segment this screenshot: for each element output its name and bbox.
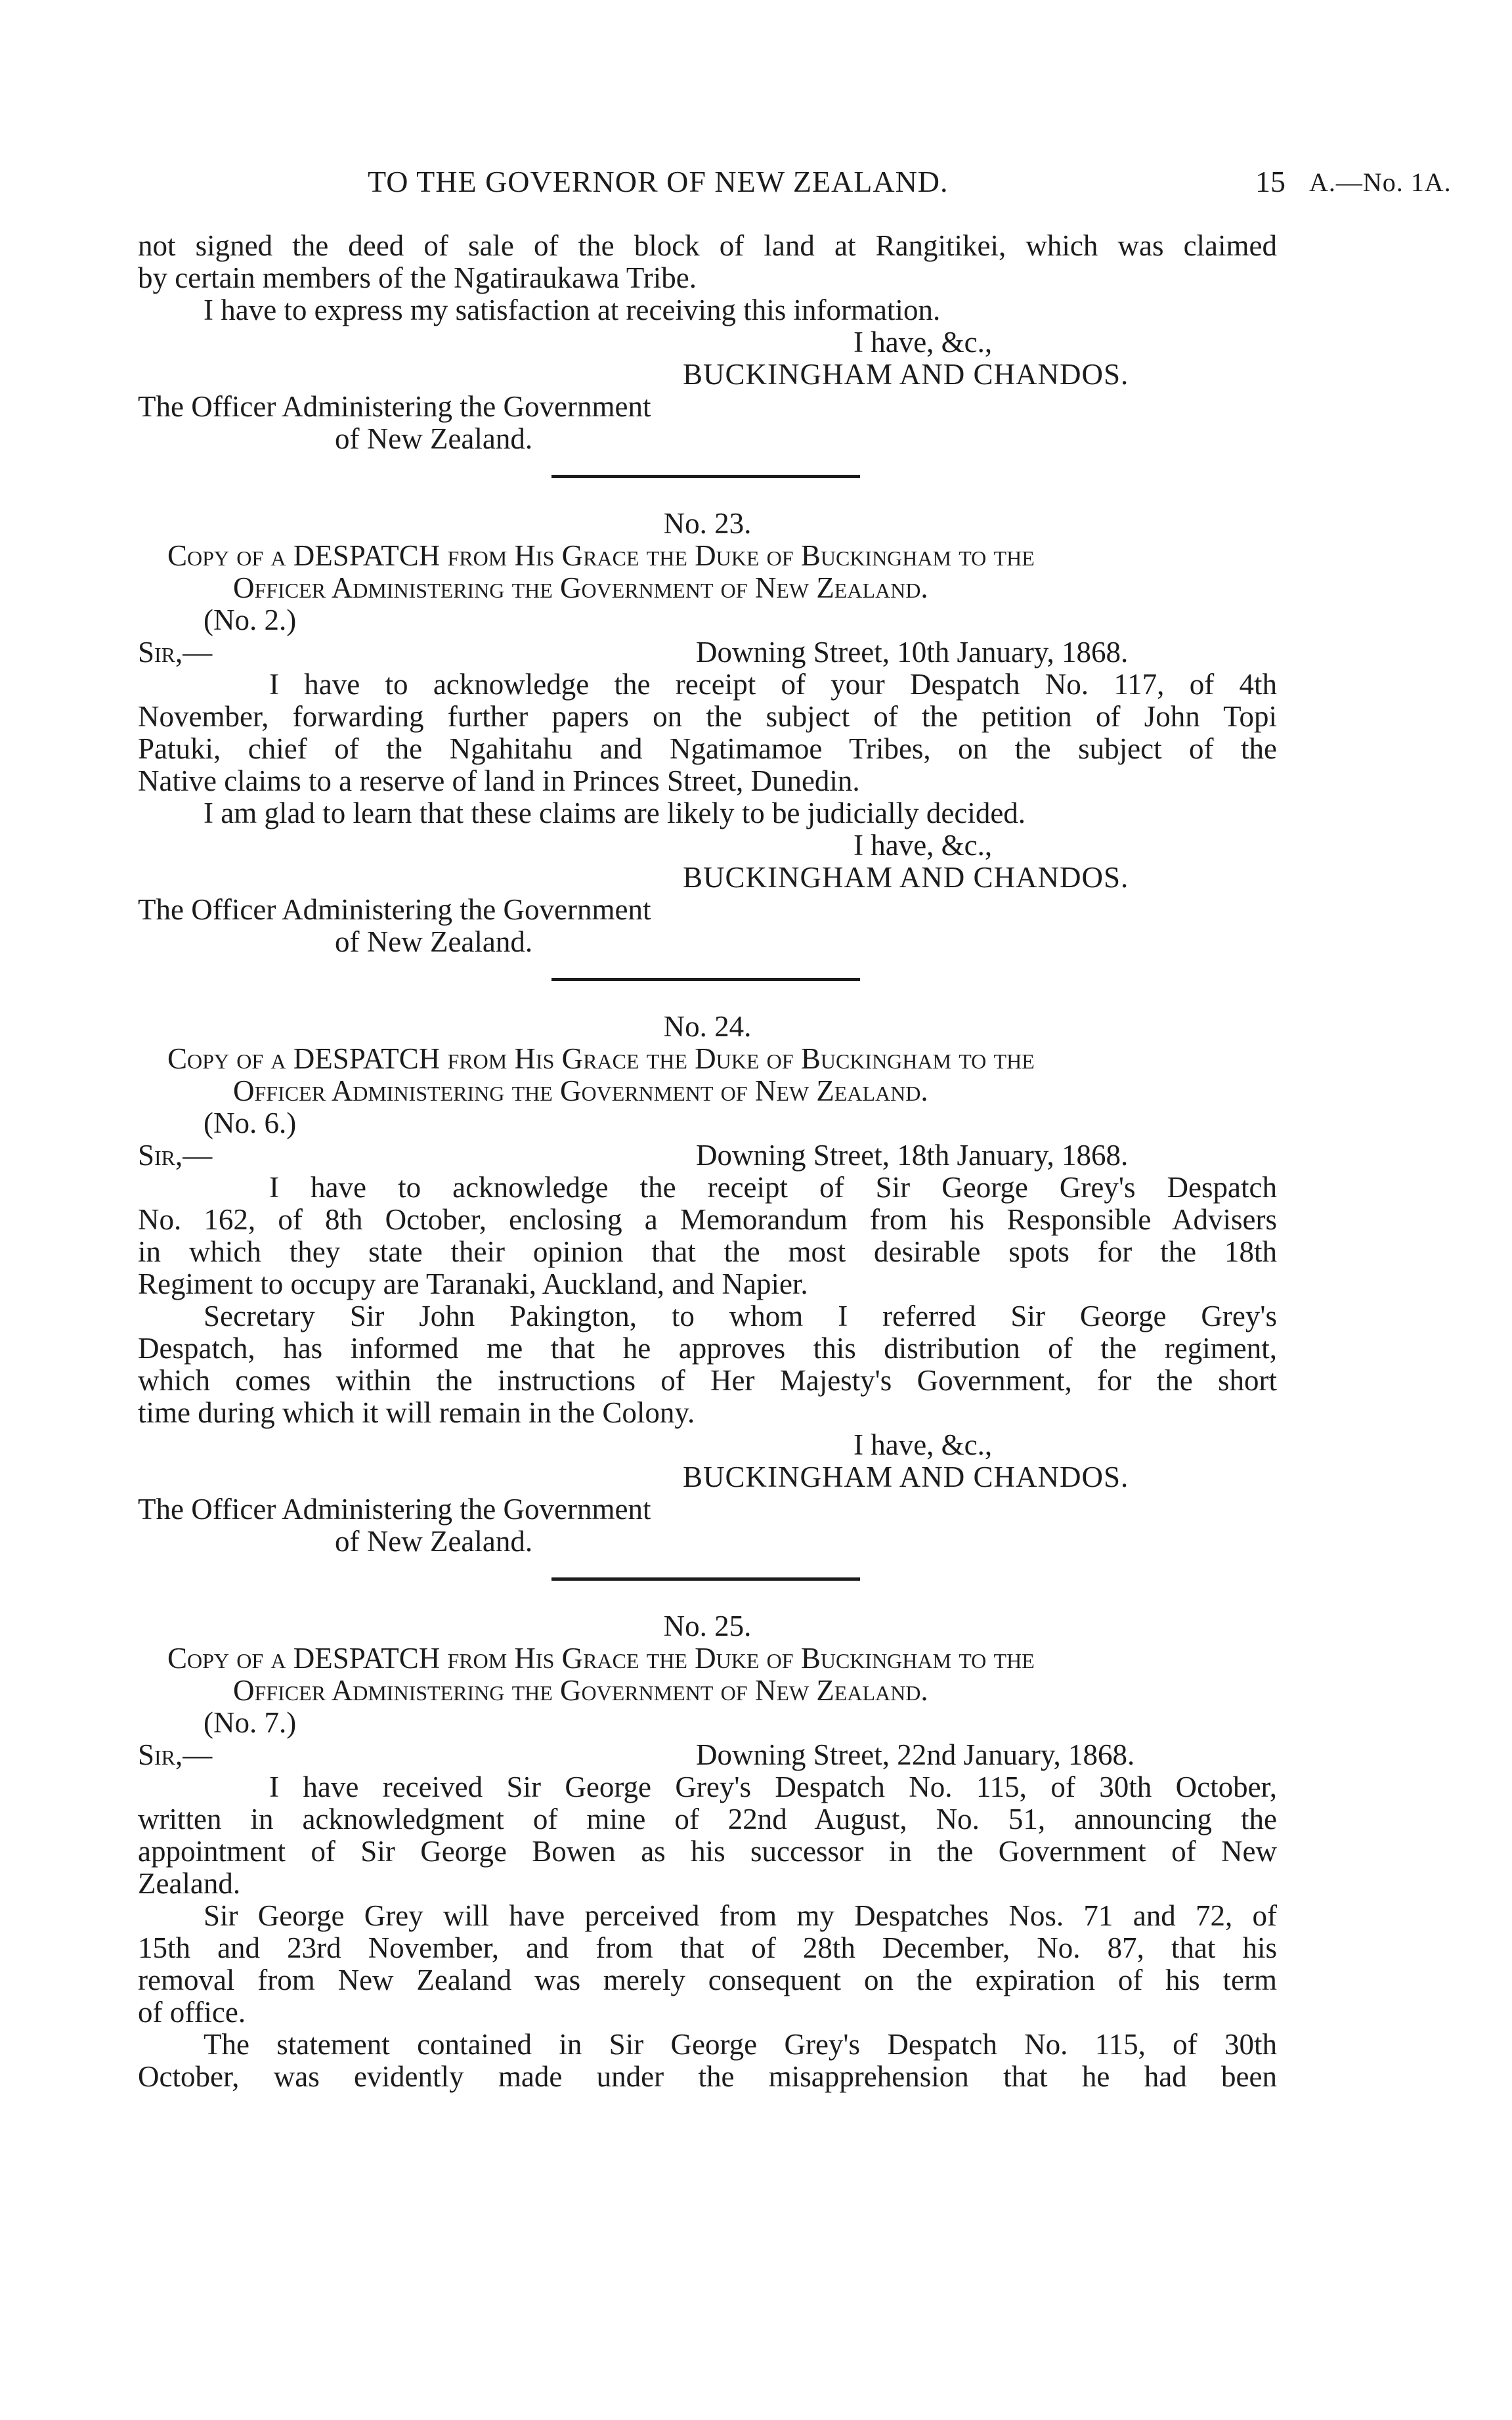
addressee: The Officer Administering the Government <box>138 390 651 423</box>
text-line: Native claims to a reserve of land in Princes Street, Dunedin. <box>138 764 860 797</box>
text-line: 15th and 23rd November, and from that of 28th December, No. 87, that his <box>138 1931 1277 1964</box>
text-line: Sir George Grey will have perceived from my Despatches Nos. 71 and 72, of <box>204 1899 1277 1932</box>
text-line: which comes within the instructions of Her Majesty's Government, for the short <box>138 1364 1277 1397</box>
dateline <box>138 1139 1277 1172</box>
addressee: of New Zealand. <box>335 422 533 455</box>
despatch-number: No. 25. <box>663 1610 752 1642</box>
text-line: removal from New Zealand was merely consequent on the expiration of his term <box>138 1964 1277 1996</box>
addressee: of New Zealand. <box>335 925 533 958</box>
text-line: Zealand. <box>138 1867 241 1900</box>
text-line: appointment of Sir George Bowen as his successor in the Government of New <box>138 1835 1277 1868</box>
despatch-25 <box>138 1610 1277 2093</box>
despatch-heading: Officer Administering the Government of New Zealand. <box>233 1074 928 1107</box>
section-divider <box>551 1577 860 1581</box>
signature: BUCKINGHAM AND CHANDOS. <box>683 1461 1129 1493</box>
salutation: Sir,— <box>138 636 213 669</box>
addressee: of New Zealand. <box>335 1525 533 1558</box>
text-line: Secretary Sir John Pakington, to whom I referred Sir George Grey's <box>204 1300 1277 1332</box>
addressee: The Officer Administering the Government <box>138 1493 651 1526</box>
despatch-number: No. 23. <box>663 507 752 540</box>
signature: BUCKINGHAM AND CHANDOS. <box>683 861 1129 894</box>
running-header <box>0 164 1512 210</box>
page-number: 15 <box>1255 165 1285 198</box>
running-title: TO THE GOVERNOR OF NEW ZEALAND. <box>368 165 949 198</box>
dateline <box>138 636 1277 669</box>
text-line: I have to acknowledge the receipt of your Despatch No. 117, of 4th <box>269 668 1277 701</box>
document-body <box>138 230 1277 2093</box>
despatch-24 <box>138 1011 1277 1558</box>
paragraph: I am glad to learn that these claims are likely to be judicially decided. <box>204 797 1026 829</box>
despatch-sub-number: (No. 6.) <box>204 1107 297 1139</box>
despatch-date: Downing Street, 10th January, 1868. <box>696 636 1129 669</box>
document-reference: A.—No. 1A. <box>1309 167 1452 197</box>
despatch-number: No. 24. <box>663 1010 752 1043</box>
text-line: written in acknowledgment of mine of 22nd August, No. 51, announcing the <box>138 1803 1277 1836</box>
despatch-heading: Officer Administering the Government of New Zealand. <box>233 571 928 604</box>
addressee: The Officer Administering the Government <box>138 893 651 926</box>
text-line: I have received Sir George Grey's Despatch No. 115, of 30th October, <box>269 1771 1277 1803</box>
despatch-date: Downing Street, 22nd January, 1868. <box>696 1738 1135 1771</box>
text-line: by certain members of the Ngatiraukawa Tribe. <box>138 261 697 294</box>
text-line: not signed the deed of sale of the block of land at Rangitikei, which was claimed <box>138 229 1277 262</box>
text-line: in which they state their opinion that the most desirable spots for the 18th <box>138 1235 1277 1268</box>
despatch-date: Downing Street, 18th January, 1868. <box>696 1139 1129 1172</box>
section-divider <box>551 978 860 981</box>
closing: I have, &c., <box>853 829 993 862</box>
dateline <box>138 1739 1277 1771</box>
despatch-sub-number: (No. 7.) <box>204 1706 297 1739</box>
text-line: November, forwarding further papers on the subject of the petition of John Topi <box>138 700 1277 733</box>
closing: I have, &c., <box>853 1428 993 1461</box>
text-line: Despatch, has informed me that he approves this distribution of the regiment, <box>138 1332 1277 1365</box>
continuation-section <box>138 230 1277 455</box>
text-line: October, was evidently made under the misapprehension that he had been <box>138 2060 1277 2093</box>
text-line: I have to acknowledge the receipt of Sir George Grey's Despatch <box>269 1171 1277 1204</box>
text-line: No. 162, of 8th October, enclosing a Memorandum from his Responsible Advisers <box>138 1203 1277 1236</box>
text-line: Regiment to occupy are Taranaki, Auckland, and Napier. <box>138 1267 808 1300</box>
text-line: Patuki, chief of the Ngahitahu and Ngatimamoe Tribes, on the subject of the <box>138 732 1277 765</box>
signature: BUCKINGHAM AND CHANDOS. <box>683 358 1129 391</box>
despatch-heading: Copy of a DESPATCH from His Grace the Duke of Buckingham to the <box>167 1042 1035 1075</box>
section-divider <box>551 475 860 478</box>
text-line: The statement contained in Sir George Grey's Despatch No. 115, of 30th <box>204 2028 1277 2061</box>
salutation: Sir,— <box>138 1139 213 1172</box>
despatch-heading: Copy of a DESPATCH from His Grace the Duke of Buckingham to the <box>167 1642 1035 1675</box>
closing: I have, &c., <box>853 326 993 359</box>
text-line: of office. <box>138 1996 246 2029</box>
despatch-sub-number: (No. 2.) <box>204 604 297 636</box>
text-line: time during which it will remain in the Colony. <box>138 1396 695 1429</box>
despatch-heading: Officer Administering the Government of New Zealand. <box>233 1674 928 1707</box>
despatch-heading: Copy of a DESPATCH from His Grace the Duke of Buckingham to the <box>167 539 1035 572</box>
paragraph: I have to express my satisfaction at receiving this information. <box>204 294 941 326</box>
despatch-23 <box>138 508 1277 958</box>
salutation: Sir,— <box>138 1738 213 1771</box>
